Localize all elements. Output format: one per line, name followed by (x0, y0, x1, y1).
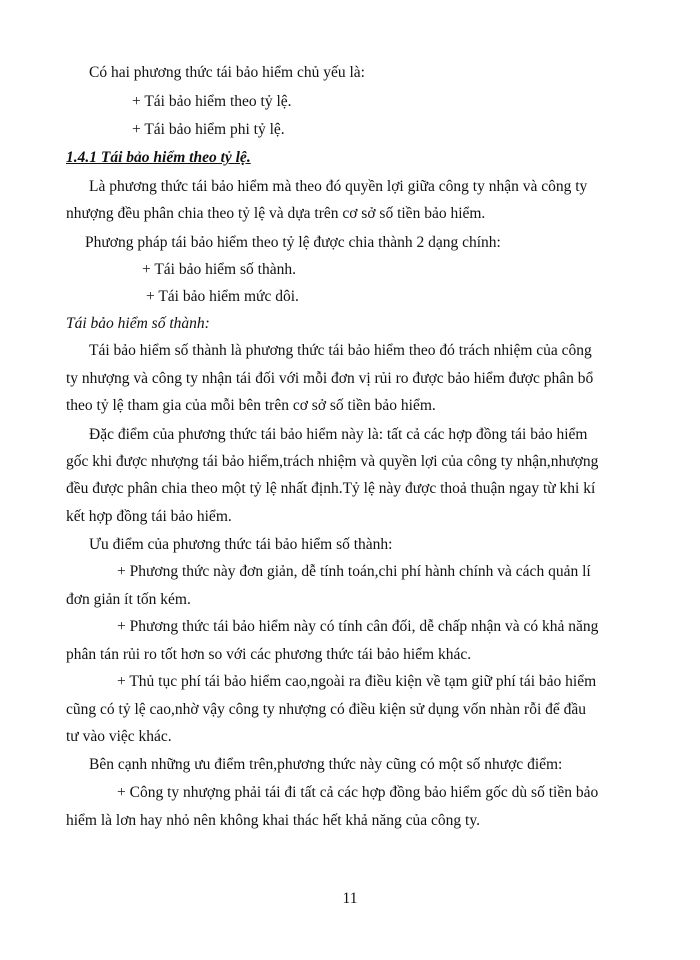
paragraph-line: kết hợp đồng tái bảo hiểm. (66, 508, 232, 525)
type-item: + Tái bảo hiểm số thành. (142, 261, 296, 278)
type-item: + Tái bảo hiểm mức dôi. (146, 288, 299, 305)
advantage-line: + Phương thức tái bảo hiểm này có tính cân đối, dễ chấp nhận và có khả năng (117, 618, 599, 635)
advantage-line: đơn giản ít tốn kém. (66, 591, 191, 608)
paragraph-line: đều được phân chia theo một tỷ lệ nhất định.Tỷ lệ này được thoả thuận ngay từ khi kí (66, 480, 596, 497)
page-number: 11 (342, 890, 358, 907)
intro-item: + Tái bảo hiểm theo tỷ lệ. (132, 93, 292, 110)
intro-lead: Có hai phương thức tái bảo hiểm chủ yếu là: (89, 64, 365, 81)
definition-line: nhượng đều phân chia theo tỷ lệ và dựa trên cơ sở số tiền bảo hiểm. (66, 205, 486, 222)
intro-item: + Tái bảo hiểm phi tỷ lệ. (132, 121, 285, 138)
types-lead: Phương pháp tái bảo hiểm theo tỷ lệ được chia thành 2 dạng chính: (85, 234, 501, 251)
advantage-line: cũng có tỷ lệ cao,nhờ vậy công ty nhượng có điều kiện sử dụng vốn nhàn rỗi để đầu (66, 701, 587, 718)
paragraph-line: Tái bảo hiểm số thành là phương thức tái bảo hiểm theo đó trách nhiệm của công (89, 342, 592, 359)
advantage-line: phân tán rủi ro tốt hơn so với các phương thức tái bảo hiểm khác. (66, 646, 472, 663)
disadvantage-line: hiểm là lơn hay nhỏ nên không khai thác hết khả năng của công ty. (66, 812, 480, 829)
advantage-line: tư vào việc khác. (66, 728, 172, 745)
advantage-line: + Thủ tục phí tái bảo hiểm cao,ngoài ra điều kiện về tạm giữ phí tái bảo hiểm (117, 673, 597, 690)
paragraph-line: Đặc điểm của phương thức tái bảo hiểm này là: tất cả các hợp đồng tái bảo hiểm (89, 426, 588, 443)
advantages-lead: Ưu điểm của phương thức tái bảo hiểm số thành: (89, 536, 393, 553)
section-heading: 1.4.1 Tái bảo hiểm theo tỷ lệ. (66, 149, 251, 166)
paragraph-line: theo tỷ lệ tham gia của mỗi bên trên cơ sở số tiền bảo hiểm. (66, 397, 436, 414)
disadvantages-lead: Bên cạnh những ưu điểm trên,phương thức này cũng có một số nhược điểm: (89, 756, 563, 773)
subsection-title: Tái bảo hiểm số thành: (66, 315, 210, 332)
paragraph-line: gốc khi được nhượng tái bảo hiểm,trách nhiệm và quyền lợi của công ty nhận,nhượng (66, 453, 599, 470)
definition-line: Là phương thức tái bảo hiểm mà theo đó quyền lợi giữa công ty nhận và công ty (89, 178, 588, 195)
paragraph-line: ty nhượng và công ty nhận tái đối với mỗi đơn vị rủi ro được bảo hiểm được phân bổ (66, 370, 594, 387)
advantage-line: + Phương thức này đơn giản, dễ tính toán,chi phí hành chính và cách quản lí (117, 563, 591, 580)
disadvantage-line: + Công ty nhượng phải tái đi tất cả các hợp đồng bảo hiểm gốc dù số tiền bảo (117, 784, 599, 801)
